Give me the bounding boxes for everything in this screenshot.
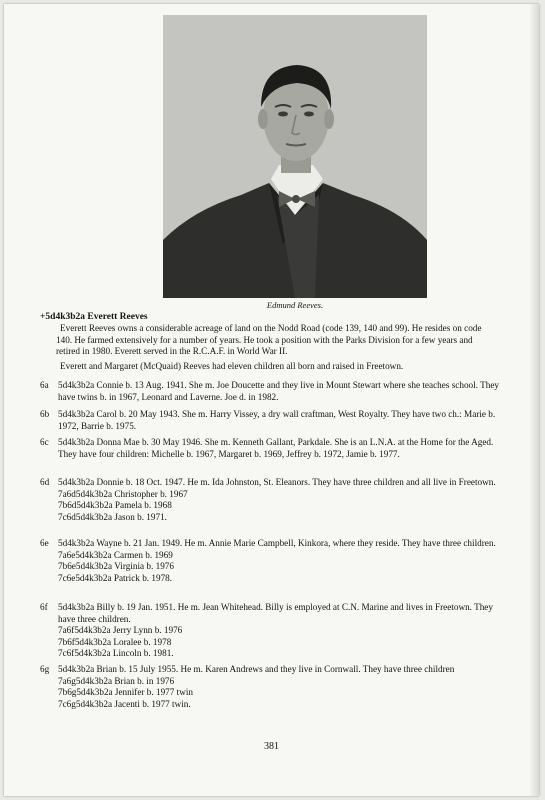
entry-text: 5d4k3b2a Wayne b. 21 Jan. 1949. He m. Annie Marie Campbell, Kinkora, where they reside. They have three children.	[58, 538, 496, 548]
grandchild-item: 7c6f5d4k3b2a Lincoln b. 1981.	[58, 648, 174, 659]
grandchild-item: 7a6g5d4k3b2a Brian b. in 1976	[58, 675, 175, 686]
grandchild-item: 7c6d5d4k3b2a Jason b. 1971.	[58, 511, 167, 522]
grandchild-item: 7b6f5d4k3b2a Loralee b. 1978	[58, 636, 172, 647]
entry-text: 5d4k3b2a Carol b. 20 May 1943. She m. Harry Vissey, a dry wall craftman, West Royalty. They have two ch.: Marie b. 1972, Barrie b. 1975.	[58, 409, 496, 431]
entry-text: 5d4k3b2a Donnie b. 18 Oct. 1947. He m. Ida Johnston, St. Eleanors. They have three children and all live in Freetown.	[58, 477, 496, 487]
grandchild-item: 7a6d5d4k3b2a Christopher b. 1967	[58, 488, 188, 499]
intro-paragraph: Everett Reeves owns a considerable acreage of land on the Nodd Road (code 139, 140 and 99). He resides on code 140. He farmed extensively for a number of years. He took a position with the Parks Division for a few years and retired in 1980. Everett served in the R.C.A.F. in World War II.	[56, 323, 482, 357]
children-intro-paragraph: Everett and Margaret (McQuaid) Reeves had eleven children all born and raised in Freetown.	[60, 361, 404, 371]
entry-number: 6a	[40, 380, 49, 390]
entry-text: 5d4k3b2a Connie b. 13 Aug. 1941. She m. Joe Doucette and they live in Mount Stewart where she teaches school. They have twins b. in 1967, Leonard and Laverne. Joe d. in 1982.	[58, 380, 499, 402]
section-heading: +5d4k3b2a Everett Reeves	[40, 312, 148, 322]
entry-number: 6d	[40, 477, 50, 487]
entry-text: 5d4k3b2a Billy b. 19 Jan. 1951. He m. Jean Whitehead. Billy is employed at C.N. Marine and lives in Freetown. They have three children.	[58, 602, 493, 624]
entry-text: 5d4k3b2a Brian b. 15 July 1955. He m. Karen Andrews and they live in Cornwall. They have three children	[58, 664, 455, 674]
entry-number: 6e	[40, 538, 49, 548]
portrait-photo	[163, 15, 427, 298]
grandchild-item: 7c6g5d4k3b2a Jacenti b. 1977 twin.	[58, 698, 191, 709]
page-spine-shadow	[529, 4, 539, 796]
grandchild-item: 7b6d5d4k3b2a Pamela b. 1968	[58, 500, 172, 511]
book-page	[4, 4, 539, 796]
grandchild-item: 7c6e5d4k3b2a Patrick b. 1978.	[58, 572, 173, 583]
entry-number: 6f	[40, 602, 48, 612]
grandchild-item: 7a6f5d4k3b2a Jerry Lynn b. 1976	[58, 625, 183, 636]
grandchild-item: 7a6e5d4k3b2a Carmen b. 1969	[58, 549, 173, 560]
entry-number: 6g	[40, 664, 50, 674]
grandchild-item: 7b6g5d4k3b2a Jennifer b. 1977 twin	[58, 687, 193, 698]
entry-number: 6c	[40, 437, 49, 447]
page-number: 381	[264, 741, 279, 752]
photo-caption: Edmund Reeves.	[266, 300, 324, 310]
grandchild-item: 7b6e5d4k3b2a Virginia b. 1976	[58, 561, 174, 572]
entry-text: 5d4k3b2a Donna Mae b. 30 May 1946. She m. Kenneth Gallant, Parkdale. She is an L.N.A. at the Home for the Aged. They have four children: Michelle b. 1967, Margaret b. 1969, Jeffrey b. 1972, Jamie b. 1977.	[58, 437, 494, 459]
entry-number: 6b	[40, 409, 50, 419]
